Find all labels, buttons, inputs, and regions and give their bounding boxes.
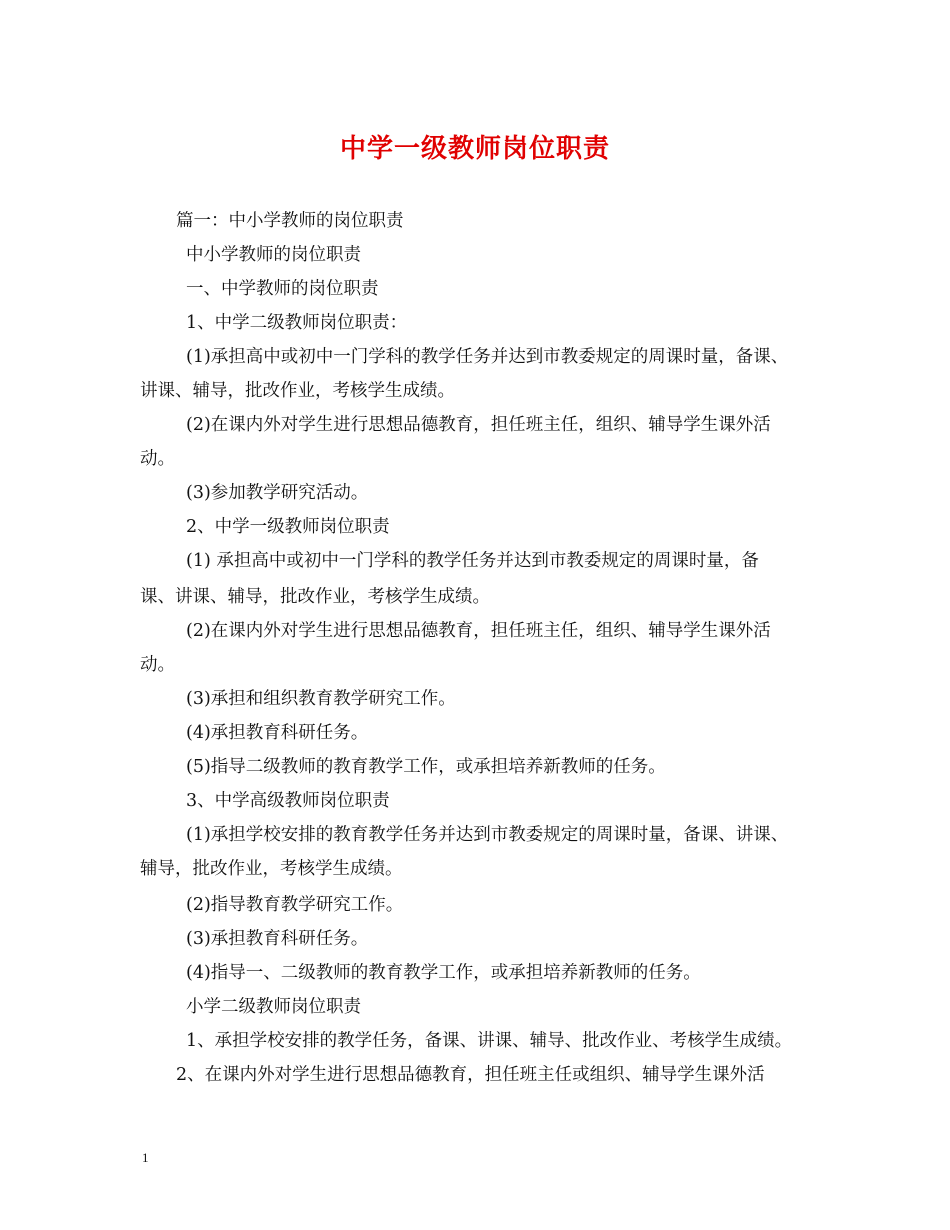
text-line: 2、中学一级教师岗位职责 [186, 517, 390, 537]
text-line: 讲课、辅导，批改作业，考核学生成绩。 [140, 381, 455, 401]
text-line: 2、在课内外对学生进行思想品德教育，担任班主任或组织、辅导学生课外活 [176, 1065, 765, 1085]
text-line: 1、中学二级教师岗位职责： [186, 313, 408, 333]
text-line: 动。 [140, 449, 175, 469]
page-number: 1 [142, 1150, 149, 1165]
text-line: (3)承担和组织教育教学研究工作。 [186, 689, 456, 709]
text-line: (1)承担学校安排的教育教学任务并达到市教委规定的周课时量，备课、讲课、 [186, 825, 789, 845]
text-line: (4)承担教育科研任务。 [186, 723, 369, 743]
text-line: 篇一：中小学教师的岗位职责 [176, 211, 404, 231]
text-line: (5)指导二级教师的教育教学工作，或承担培养新教师的任务。 [186, 757, 666, 777]
text-line: (3)承担教育科研任务。 [186, 929, 369, 949]
text-line: (4)指导一、二级教师的教育教学工作，或承担培养新教师的任务。 [186, 963, 701, 983]
document-title: 中学一级教师岗位职责 [339, 134, 610, 164]
text-line: (1) 承担高中或初中一门学科的教学任务并达到市教委规定的周课时量，备 [186, 551, 759, 571]
text-line: 中小学教师的岗位职责 [186, 245, 361, 265]
text-line: 动。 [140, 655, 175, 675]
text-line: (3)参加教学研究活动。 [186, 483, 369, 503]
text-line: (1)承担高中或初中一门学科的教学任务并达到市教委规定的周课时量，备课、 [186, 347, 789, 367]
text-line: 课、讲课、辅导，批改作业，考核学生成绩。 [140, 587, 490, 607]
text-line: 一、中学教师的岗位职责 [186, 279, 379, 299]
text-line: (2)指导教育教学研究工作。 [186, 895, 404, 915]
text-line: 辅导，批改作业，考核学生成绩。 [140, 859, 403, 879]
text-line: (2)在课内外对学生进行思想品德教育，担任班主任，组织、辅导学生课外活 [186, 415, 771, 435]
text-line: 3、中学高级教师岗位职责 [186, 791, 390, 811]
text-line: 小学二级教师岗位职责 [186, 997, 361, 1017]
text-line: (2)在课内外对学生进行思想品德教育，担任班主任，组织、辅导学生课外活 [186, 621, 771, 641]
text-line: 1、承担学校安排的教学任务，备课、讲课、辅导、批改作业、考核学生成绩。 [186, 1031, 793, 1051]
